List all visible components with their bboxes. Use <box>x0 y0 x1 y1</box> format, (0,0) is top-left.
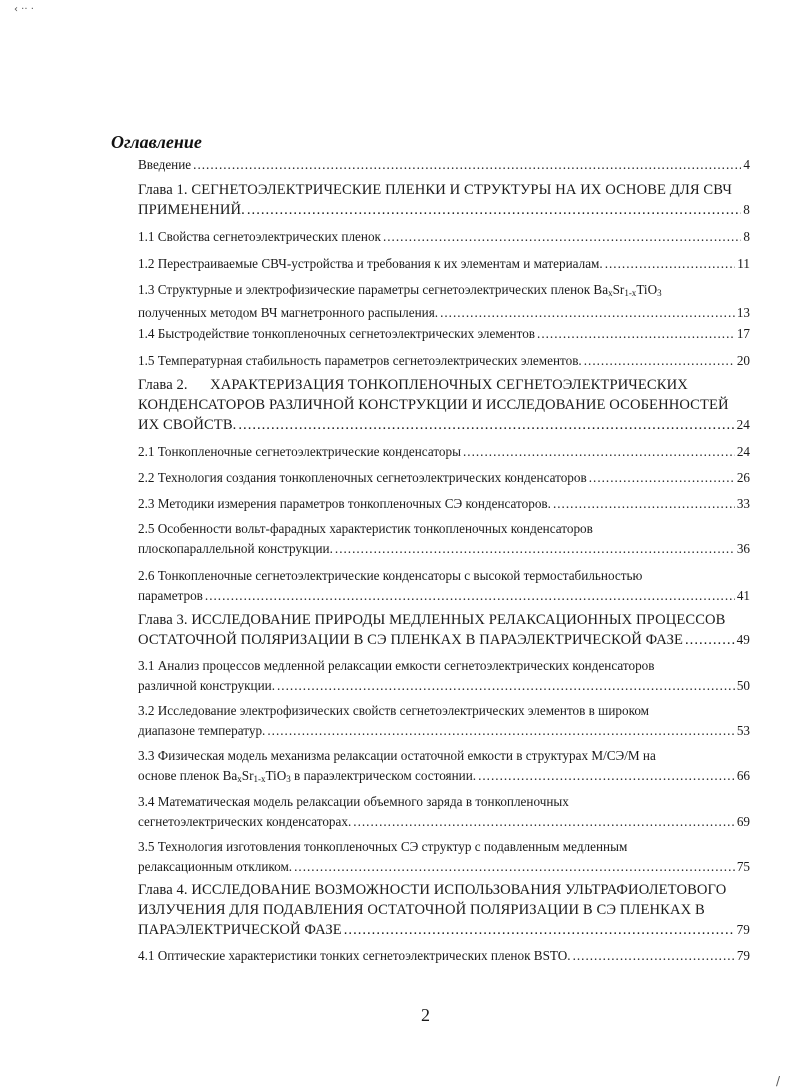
toc-entry-3-2[interactable] <box>138 701 750 741</box>
toc-entry-title-cont: основе пленок $Ba_xSr_{1-x}TiO_3$ в параэлектрическом состоянии. <box>138 768 477 784</box>
toc-entry-title: 2.5 Особенности вольт-фарадных характеристик тонкопленочных конденсаторов <box>138 521 593 536</box>
toc-entry-title-cont: ИХ СВОЙСТВ. <box>138 417 237 433</box>
toc-page-number: 20 <box>736 353 750 368</box>
toc-entry-title: Глава 4. ИССЛЕДОВАНИЕ ВОЗМОЖНОСТИ ИСПОЛЬЗОВАНИЯ УЛЬТРАФИОЛЕТОВОГО <box>138 882 727 898</box>
toc-entry-title: 1.3 Структурные и электрофизические параметры сегнетоэлектрических пленок $Ba_xSr_{1-x}TiO_3$ <box>138 282 662 298</box>
toc-entry-3-3[interactable] <box>138 746 750 789</box>
toc-entry-introduction[interactable] <box>138 155 750 175</box>
toc-entry-title-cont: плоскопараллельной конструкции. <box>138 541 333 556</box>
leader-dots <box>584 351 735 371</box>
toc-entry-2-3[interactable] <box>138 494 750 514</box>
toc-entry-title-cont: релаксационным откликом. <box>138 859 293 874</box>
toc-page-number: 4 <box>743 157 750 172</box>
toc-page-number: 24 <box>736 417 750 432</box>
toc-entry-title: 3.2 Исследование электрофизических свойств сегнетоэлектрических элементов в широком <box>138 703 650 718</box>
toc-entry-1-2[interactable] <box>138 254 750 274</box>
leader-dots <box>267 721 734 741</box>
toc-entry-title: 1.1 Свойства сегнетоэлектрических пленок <box>138 229 381 244</box>
toc-entry-1-4[interactable] <box>138 324 750 344</box>
toc-entry-chapter-1[interactable] <box>138 180 750 220</box>
toc-entry-title-cont: параметров <box>138 588 203 603</box>
toc-entry-1-5[interactable] <box>138 351 750 371</box>
toc-entry-1-3[interactable] <box>138 280 750 323</box>
toc-entry-title: Глава 2. ХАРАКТЕРИЗАЦИЯ ТОНКОПЛЕНОЧНЫХ СЕГНЕТОЭЛЕКТРИЧЕСКИХ <box>138 377 688 393</box>
toc-page-number: 8 <box>743 229 750 244</box>
toc-entry-chapter-3[interactable] <box>138 610 750 650</box>
scan-artifact: ‹ ·· · <box>14 4 34 15</box>
toc-page-number: 13 <box>736 305 750 320</box>
leader-dots <box>193 155 741 175</box>
leader-dots <box>238 415 734 435</box>
toc-page-number: 11 <box>737 256 750 271</box>
leader-dots <box>247 200 741 220</box>
toc-entry-2-6[interactable] <box>138 566 750 606</box>
toc-entry-title: 3.4 Математическая модель релаксации объемного заряда в тонкопленочных <box>138 794 569 809</box>
toc-entry-chapter-4[interactable] <box>138 880 750 940</box>
toc-entry-3-5[interactable] <box>138 837 750 877</box>
toc-entry-title-cont: ПРИМЕНЕНИЙ. <box>138 202 245 218</box>
toc-entry-title-cont: ИЗЛУЧЕНИЯ ДЛЯ ПОДАВЛЕНИЯ ОСТАТОЧНОЙ ПОЛЯРИЗАЦИИ В СЭ ПЛЕНКАХ В <box>138 902 705 918</box>
toc-page-number: 49 <box>736 632 750 647</box>
toc-entry-title: 2.6 Тонкопленочные сегнетоэлектрические конденсаторы с высокой термостабильностью <box>138 568 643 583</box>
toc-entry-title-cont: полученных методом ВЧ магнетронного распыления. <box>138 305 439 320</box>
toc-entry-2-5[interactable] <box>138 519 750 559</box>
toc-entry-title: 3.3 Физическая модель механизма релаксации остаточной емкости в структурах М/СЭ/М на <box>138 748 656 763</box>
toc-page-number: 53 <box>736 723 750 738</box>
toc-entry-title: Глава 1. СЕГНЕТОЭЛЕКТРИЧЕСКИЕ ПЛЕНКИ И СТРУКТУРЫ НА ИХ ОСНОВЕ ДЛЯ СВЧ <box>138 182 732 198</box>
toc-entry-title-cont: ОСТАТОЧНОЙ ПОЛЯРИЗАЦИИ В СЭ ПЛЕНКАХ В ПАРАЭЛЕКТРИЧЕСКОЙ ФАЗЕ <box>138 632 684 648</box>
toc-entry-title: 3.1 Анализ процессов медленной релаксации емкости сегнетоэлектрических конденсаторов <box>138 658 655 673</box>
toc-entry-1-1[interactable] <box>138 227 750 247</box>
toc-entry-title: 2.3 Методики измерения параметров тонкопленочных СЭ конденсаторов. <box>138 496 551 511</box>
leader-dots <box>553 494 735 514</box>
page-number: 2 <box>421 1005 430 1025</box>
toc-entry-title: 2.1 Тонкопленочные сегнетоэлектрические конденсаторы <box>138 444 461 459</box>
toc-entry-title: 1.4 Быстродействие тонкопленочных сегнетоэлектрических элементов <box>138 326 536 341</box>
toc-entry-3-1[interactable] <box>138 656 750 696</box>
toc-entry-4-1[interactable] <box>138 946 750 966</box>
toc-page-number: 8 <box>743 202 750 217</box>
toc-entry-title: 1.5 Температурная стабильность параметров сегнетоэлектрических элементов. <box>138 353 582 368</box>
toc-entry-3-4[interactable] <box>138 792 750 832</box>
toc-page-number: 26 <box>736 470 750 485</box>
toc-page-number: 41 <box>736 588 750 603</box>
leader-dots <box>344 920 735 940</box>
leader-dots <box>205 586 735 606</box>
leader-dots <box>353 812 735 832</box>
leader-dots <box>383 227 741 247</box>
toc-entry-title-cont: ПАРАЭЛЕКТРИЧЕСКОЙ ФАЗЕ <box>138 922 342 938</box>
toc-page-number: 75 <box>736 859 750 874</box>
toc-entry-title: 3.5 Технология изготовления тонкопленочных СЭ структур с подавленным медленным <box>138 839 628 854</box>
leader-dots <box>294 857 735 877</box>
toc-entry-title: 1.2 Перестраиваемые СВЧ-устройства и требования к их элементам и материалам. <box>138 256 603 271</box>
toc-entry-title-cont: КОНДЕНСАТОРОВ РАЗЛИЧНОЙ КОНСТРУКЦИИ И ИССЛЕДОВАНИЕ ОСОБЕННОСТЕЙ <box>138 397 729 413</box>
page-title: Оглавление <box>111 132 202 152</box>
scan-artifact: / <box>776 1074 781 1088</box>
toc-entry-2-1[interactable] <box>138 442 750 462</box>
toc-entry-title-cont: сегнетоэлектрических конденсаторах. <box>138 814 352 829</box>
toc-entry-chapter-2[interactable] <box>138 375 750 435</box>
toc-entry-title: 4.1 Оптические характеристики тонких сегнетоэлектрических пленок BSTO. <box>138 948 571 963</box>
toc-page-number: 50 <box>736 678 750 693</box>
toc-page-number: 66 <box>736 768 750 783</box>
leader-dots <box>537 324 735 344</box>
toc-page-number: 69 <box>736 814 750 829</box>
leader-dots <box>440 303 735 323</box>
leader-dots <box>685 630 735 650</box>
toc-entry-title: Введение <box>138 157 192 172</box>
toc-entry-title: 2.2 Технология создания тонкопленочных сегнетоэлектрических конденсаторов <box>138 470 587 485</box>
toc-entry-title: Глава 3. ИССЛЕДОВАНИЕ ПРИРОДЫ МЕДЛЕННЫХ РЕЛАКСАЦИОННЫХ ПРОЦЕССОВ <box>138 612 726 628</box>
leader-dots <box>589 468 735 488</box>
toc-page-number: 17 <box>736 326 750 341</box>
toc-page-number: 33 <box>736 496 750 511</box>
toc-page-number: 79 <box>736 948 750 963</box>
leader-dots <box>478 766 735 786</box>
leader-dots <box>335 539 735 559</box>
leader-dots <box>605 254 736 274</box>
leader-dots <box>277 676 735 696</box>
leader-dots <box>573 946 735 966</box>
toc-page-number: 79 <box>736 922 750 937</box>
toc-page-number: 24 <box>736 444 750 459</box>
leader-dots <box>463 442 735 462</box>
toc-entry-title-cont: различной конструкции. <box>138 678 275 693</box>
toc-entry-title-cont: диапазоне температур. <box>138 723 266 738</box>
toc-entry-2-2[interactable] <box>138 468 750 488</box>
toc-page-number: 36 <box>736 541 750 556</box>
